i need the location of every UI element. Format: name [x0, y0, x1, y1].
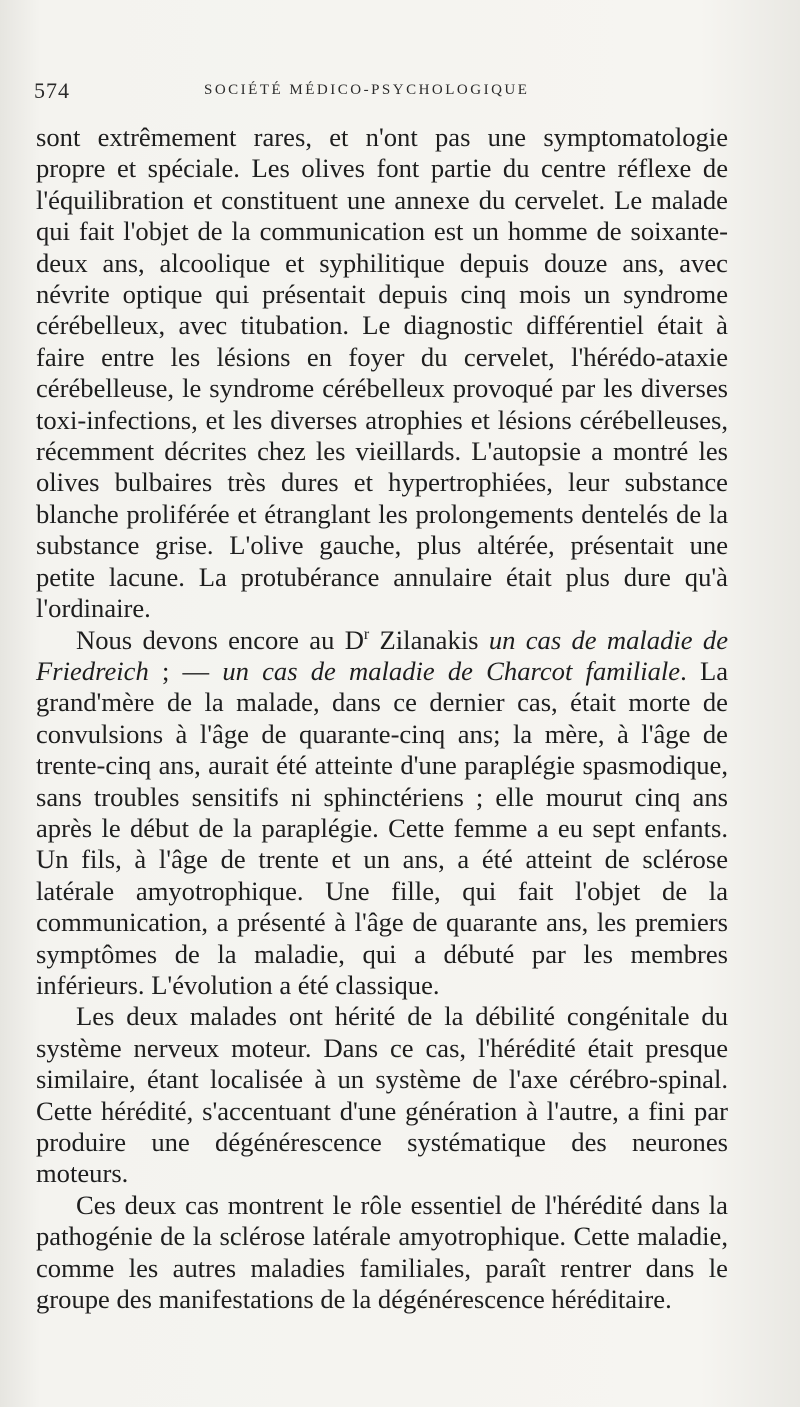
doctor-name: Zilanakis — [369, 624, 489, 655]
case-separator: ; — — [148, 655, 223, 686]
page-header — [34, 78, 754, 112]
paragraph-3: Les deux malades ont hérité de la débilité congénitale du système nerveux moteur. Dans ce cas, l'hérédité était presque similaire, étant localisée à un système de l'axe cérébro-spinal. Cette hérédité, s'accentuant d'une génération à l'autre, a fini par produire une dégénérescence systématique des neurones moteurs. — [36, 1001, 728, 1189]
paragraph-2-lead: Nous devons encore au D — [76, 624, 364, 655]
body-text — [36, 122, 728, 1315]
page-number: 574 — [34, 78, 70, 103]
paragraph-2 — [36, 625, 728, 1002]
doctor-abbrev-superscript: r — [363, 625, 370, 643]
paragraph-2-rest: . La grand'mère de la malade, dans ce dernier cas, était morte de convulsions à l'âge de quarante-cinq ans; la mère, à l'âge de trente-cinq ans, aurait été atteinte d'une paraplégie spasmodique, sans troubles sensitifs ni sphinctériens ; elle mourut cinq ans après le début de la paraplégie. Cette femme a eu sept enfants. Un fils, à l'âge de trente et un ans, a été atteint de sclérose latérale amyotrophique. Une fille, qui fait l'objet de la communication, a présenté à l'âge de quarante ans, les premiers symptômes de la maladie, qui a débuté par les membres inférieurs. L'évolution a été classique. — [36, 655, 728, 1000]
italic-case-friedreich: un cas de maladie de Friedreich — [36, 624, 728, 686]
running-title: SOCIÉTÉ MÉDICO-PSYCHOLOGIQUE — [204, 82, 530, 98]
italic-case-charcot: un cas de maladie de Charcot familiale — [222, 655, 681, 686]
paragraph-1: sont extrêmement rares, et n'ont pas une symptomatologie propre et spéciale. Les olives font partie du centre réflexe de l'équilibration et constituent une annexe du cervelet. Le malade qui fait l'objet de la communication est un homme de soixante-deux ans, alcoolique et syphilitique depuis douze ans, avec névrite optique qui présentait depuis cinq mois un syndrome cérébelleux, avec titubation. Le diagnostic différentiel était à faire entre les lésions en foyer du cervelet, l'hérédo-ataxie cérébelleuse, le syndrome cérébelleux provoqué par les diverses toxi-infections, et les diverses atrophies et lésions cérébelleuses, récemment décrites chez les vieillards. L'autopsie a montré les olives bulbaires très dures et hypertrophiées, leur substance blanche proliférée et étranglant les prolongements dentelés de la substance grise. L'olive gauche, plus altérée, présentait une petite lacune. La protubérance annulaire était plus dure qu'à l'ordinaire. — [36, 122, 728, 624]
paragraph-4: Ces deux cas montrent le rôle essentiel de l'hérédité dans la pathogénie de la sclérose latérale amyotrophique. Cette maladie, comme les autres maladies familiales, paraît rentrer dans le groupe des manifestations de la dégénérescence héréditaire. — [36, 1189, 728, 1315]
